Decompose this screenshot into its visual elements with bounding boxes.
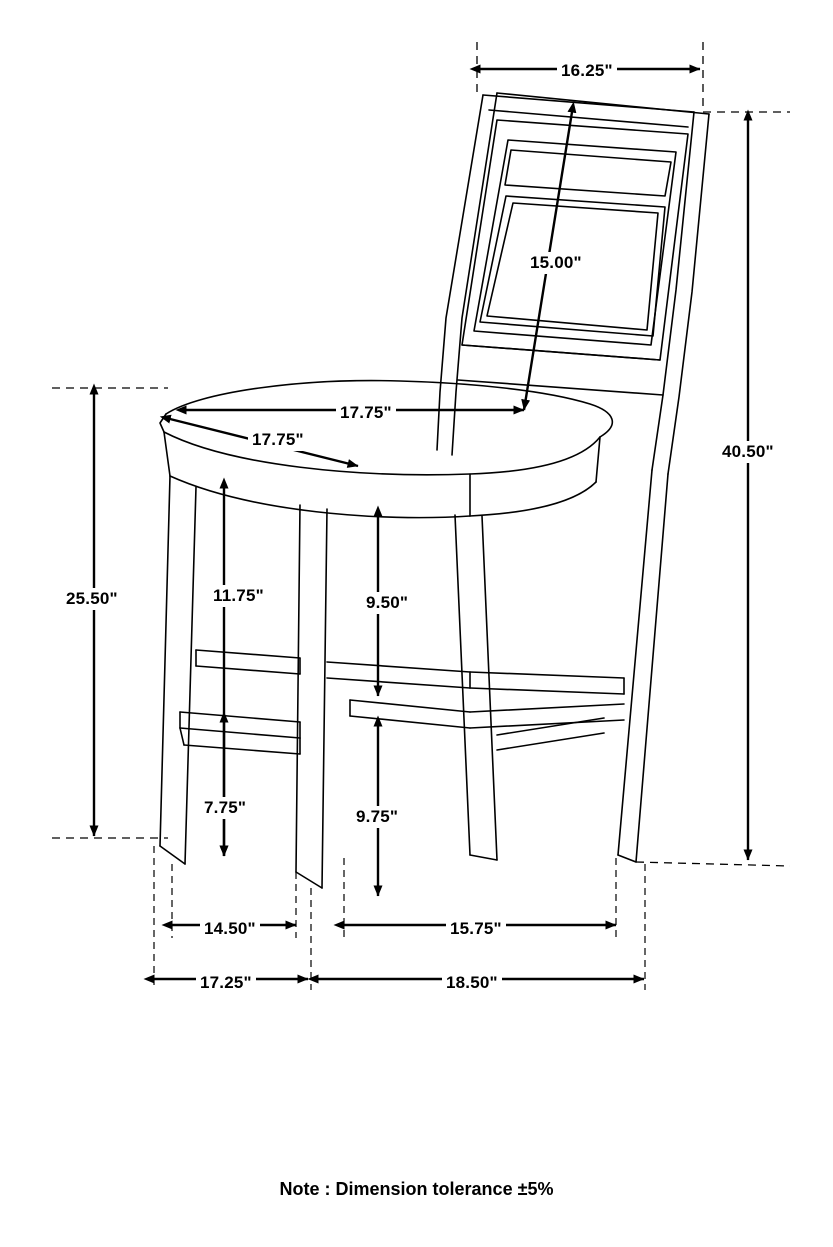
dimension-label-seat-depth-front: 17.75" <box>336 402 396 424</box>
dimension-label-back-panel-height: 15.00" <box>526 252 586 274</box>
dimension-label-overall-height: 40.50" <box>718 441 778 463</box>
dimension-label-footrest-height-front: 9.75" <box>352 806 402 828</box>
dimension-label-seat-height: 25.50" <box>62 588 122 610</box>
dimension-label-foot-spread-front: 15.75" <box>446 918 506 940</box>
dimension-label-rail-height-side: 11.75" <box>209 585 268 607</box>
dimension-label-overall-depth: 17.25" <box>196 972 256 994</box>
dimension-label-overall-width: 18.50" <box>442 972 502 994</box>
dimension-label-rail-height-front: 9.50" <box>362 592 412 614</box>
dimension-label-seat-width: 17.75" <box>248 429 308 451</box>
dimension-label-foot-spread-side: 14.50" <box>200 918 260 940</box>
tolerance-note: Note : Dimension tolerance ±5% <box>279 1179 554 1199</box>
chair-outline <box>160 93 709 888</box>
dimension-label-back-width: 16.25" <box>557 60 617 82</box>
dimension-label-footrest-height-side: 7.75" <box>200 797 250 819</box>
